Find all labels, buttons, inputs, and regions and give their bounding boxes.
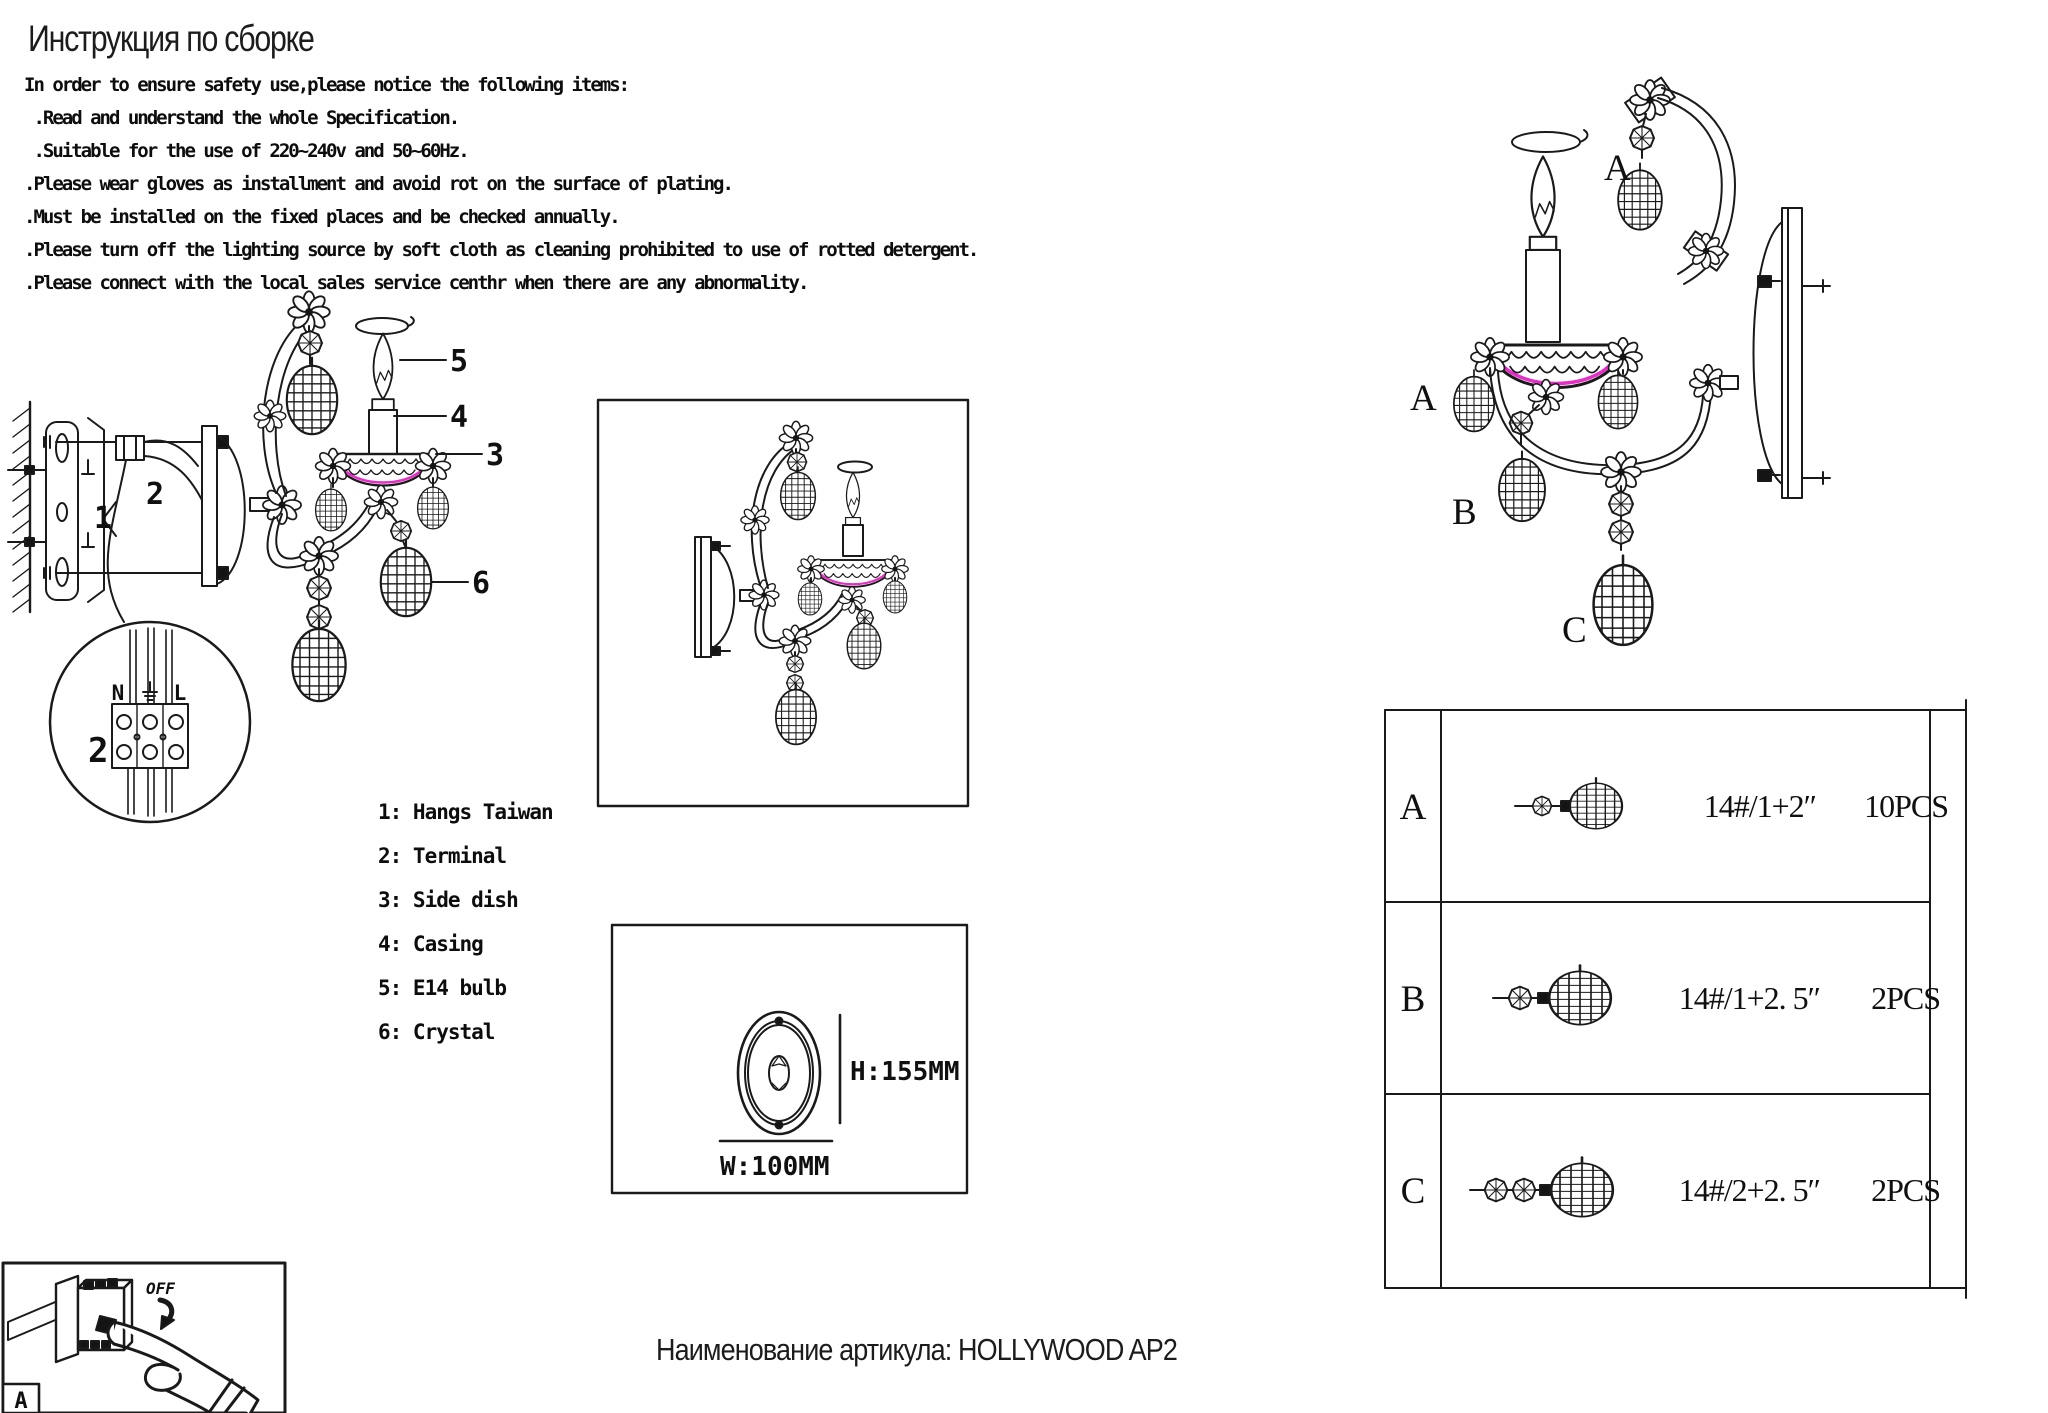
wall-plate-front <box>738 1012 820 1134</box>
crystal-icon <box>1549 965 1611 1026</box>
part-label-3: 3 <box>486 438 505 473</box>
parts-list-item: 2: Terminal <box>378 844 507 868</box>
parts-list-item: 1: Hangs Taiwan <box>378 800 553 824</box>
flame-swirl <box>356 318 408 334</box>
side-dish <box>811 560 896 587</box>
crystal-icon <box>1499 451 1545 522</box>
row-b-size: 14#/1+2. 5″ <box>1678 980 1820 1016</box>
width-label: W:100MM <box>720 1152 830 1182</box>
mount-screws <box>1802 280 1830 484</box>
casing <box>369 410 397 454</box>
article-name: Наименование артикула: HOLLYWOOD AP2 <box>656 1332 1177 1367</box>
callout-c: C <box>1562 610 1587 651</box>
wall-plate <box>1782 208 1802 498</box>
safety-notes <box>24 74 977 305</box>
crystal-icon <box>776 683 816 746</box>
safety-line: .Please turn off the lighting source by soft cloth as cleaning prohibited to use of rotted detergent. <box>24 239 978 261</box>
terminal-block <box>116 436 144 460</box>
front-diagram <box>1378 8 1943 673</box>
din-rail <box>8 1300 60 1340</box>
backplate <box>202 426 217 586</box>
crystal-icon <box>781 467 816 521</box>
bead-icon <box>787 452 806 471</box>
diagram-frame <box>598 400 968 806</box>
callout-a-top: A <box>1604 148 1631 189</box>
safety-line: In order to ensure safety use,please notice the following items: <box>24 74 629 96</box>
parts-list <box>378 800 553 1064</box>
crystal-icon <box>1454 370 1494 433</box>
crystal-icon <box>1570 778 1622 830</box>
row-a-size: 14#/1+2″ <box>1703 788 1816 824</box>
casing <box>843 525 863 556</box>
wall-anchor-icon <box>25 466 34 474</box>
bead-icon <box>298 331 322 355</box>
bead-icon <box>1509 987 1532 1010</box>
rosette-icon <box>741 506 769 534</box>
breaker-diagram <box>0 1258 292 1413</box>
rosette-icon <box>749 580 779 610</box>
casing <box>1526 250 1560 342</box>
parts-list-item: 4: Casing <box>378 932 483 956</box>
bead-icon <box>307 576 331 600</box>
crystal-icon <box>1598 369 1637 430</box>
crystal-icon <box>418 482 449 530</box>
rosette-icon <box>839 587 866 614</box>
breaker-off-label: OFF <box>146 1279 175 1298</box>
wall-plate <box>695 537 711 657</box>
rosette-icon <box>1689 234 1724 269</box>
row-a-qty: 10PCS <box>1864 788 1948 824</box>
crystal-icon <box>847 618 881 670</box>
safety-line: .Please connect with the local sales service centhr when there are any abnormality. <box>24 272 808 294</box>
safety-line: .Must be installed on the fixed places and be checked annually. <box>24 206 619 228</box>
bead-icon <box>391 521 411 541</box>
mount-screws <box>56 442 216 573</box>
wall-hatch <box>13 408 30 612</box>
exploded-diagram <box>0 290 520 875</box>
callout-a-left: A <box>1410 378 1437 419</box>
parts-list-item: 5: E14 bulb <box>378 976 507 1000</box>
crystal-icon <box>316 484 347 532</box>
row-b-qty: 2PCS <box>1871 980 1940 1016</box>
crystal-icon <box>287 358 337 436</box>
row-b-label: B <box>1400 979 1426 1020</box>
bead-icon <box>1609 492 1633 516</box>
terminal-l-label: L <box>173 681 187 705</box>
crystal-icon <box>883 577 907 614</box>
callout-b: B <box>1452 492 1477 533</box>
breaker-body <box>56 1276 78 1362</box>
crystal-icon <box>798 579 822 616</box>
rosette-icon <box>263 486 301 524</box>
candle-bulb <box>372 334 394 411</box>
safety-line: .Please wear gloves as installment and avoid rot on the surface of plating. <box>24 173 732 195</box>
bead-icon <box>1630 126 1654 150</box>
bead-icon <box>1609 520 1633 544</box>
detail-label-2: 2 <box>88 731 109 771</box>
crystal-icon <box>1551 1157 1613 1218</box>
candle-bulb <box>846 472 861 525</box>
part-label-1: 1 <box>94 501 113 536</box>
part-label-5: 5 <box>450 344 469 379</box>
crystal-icon <box>292 620 345 703</box>
part-label-4: 4 <box>450 400 469 435</box>
dimension-diagram <box>600 915 980 1205</box>
parts-list-item: 3: Side dish <box>378 888 518 912</box>
spec-table <box>1380 700 1980 1300</box>
bead-icon <box>1513 1179 1536 1202</box>
page-title: Инструкция по сборке <box>28 18 314 59</box>
safety-line: .Suitable for the use of 220~240v and 50~60Hz. <box>24 140 468 162</box>
wall-anchor-icon <box>25 538 34 546</box>
part-label-2: 2 <box>146 477 165 512</box>
height-label: H:155MM <box>850 1057 960 1087</box>
assembled-diagram <box>590 392 980 814</box>
row-c-qty: 2PCS <box>1871 1172 1940 1208</box>
corner-label: A <box>14 1389 28 1413</box>
terminal-n-label: N <box>111 681 125 705</box>
row-c-size: 14#/2+2. 5″ <box>1678 1172 1820 1208</box>
row-a-label: A <box>1399 787 1427 828</box>
bead-icon <box>1485 1179 1508 1202</box>
wire-to-detail <box>108 460 126 622</box>
bead-icon <box>787 656 804 673</box>
part-label-6: 6 <box>472 566 491 601</box>
candle-bulb <box>1530 157 1556 251</box>
earth-symbol-icon <box>143 682 157 700</box>
bead-icon <box>1532 796 1551 815</box>
parts-list-item: 6: Crystal <box>378 1020 495 1044</box>
side-dish <box>1489 345 1624 388</box>
rosette-icon <box>254 400 286 432</box>
rosette-icon <box>364 485 397 518</box>
row-c-label: C <box>1400 1171 1426 1212</box>
crystal-icon <box>1594 556 1653 647</box>
safety-line: .Read and understand the whole Specification. <box>24 107 459 129</box>
crystal-icon <box>381 540 431 618</box>
